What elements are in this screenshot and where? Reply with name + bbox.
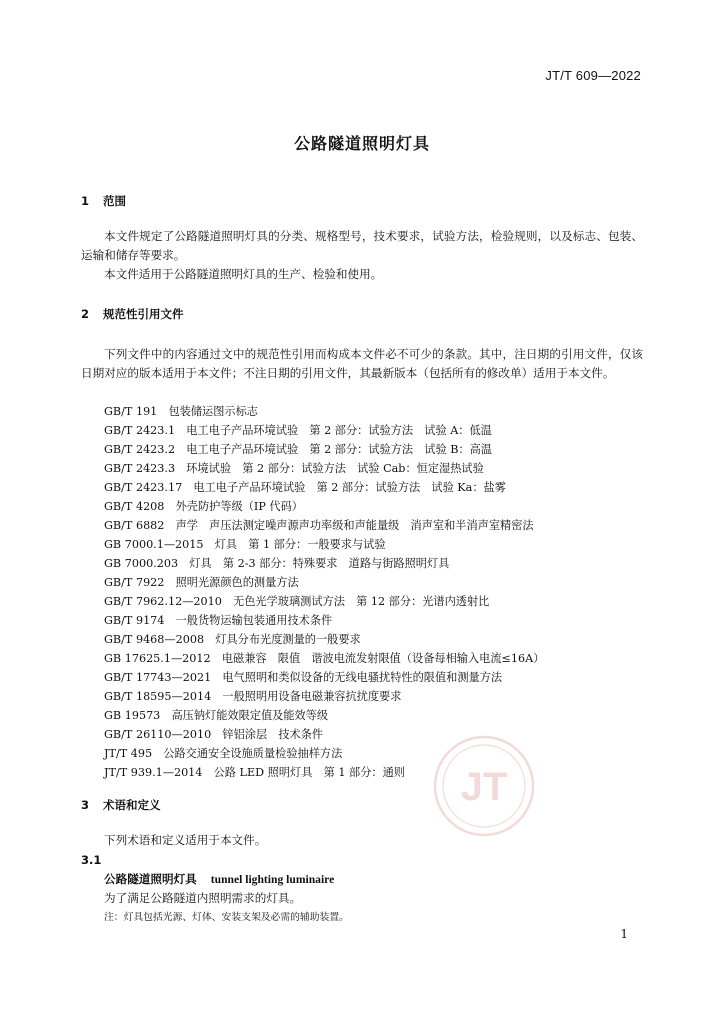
term-definition: 为了满足公路隧道内照明需求的灯具。 <box>104 891 302 905</box>
term-title <box>104 871 334 887</box>
reference-item: GB/T 9174 一般货物运输包装通用技术条件 <box>104 614 333 627</box>
reference-item: JT/T 495 公路交通安全设施质量检验抽样方法 <box>104 747 343 760</box>
reference-item: GB/T 191 包装储运图示标志 <box>104 405 258 418</box>
scope-paragraph-1: 本文件规定了公路隧道照明灯具的分类、规格型号，技术要求，试验方法，检验规则，以及标志、包装、运输和储存等要求。 <box>81 229 643 262</box>
standard-code: JT/T 609—2022 <box>545 68 641 83</box>
term-name-en: tunnel lighting luminaire <box>210 873 335 886</box>
reference-item: GB/T 7962.12—2010 无色光学玻璃测试方法 第 12 部分：光谱内透射比 <box>104 595 490 608</box>
term-name-cn: 公路隧道照明灯具 <box>104 872 197 886</box>
reference-item: GB/T 9468—2008 灯具分布光度测量的一般要求 <box>104 633 361 646</box>
section-title: 规范性引用文件 <box>103 307 184 321</box>
term-note: 注：灯具包括光源、灯体、安装支架及必需的辅助装置。 <box>104 912 349 923</box>
reference-item: JT/T 939.1—2014 公路 LED 照明灯具 第 1 部分：通则 <box>104 766 405 779</box>
terms-intro: 下列术语和定义适用于本文件。 <box>104 833 267 847</box>
term-number: 3.1 <box>81 853 102 867</box>
reference-item: GB 19573 高压钠灯能效限定值及能效等级 <box>104 709 329 722</box>
reference-item: GB/T 2423.3 环境试验 第 2 部分：试验方法 试验 Cab：恒定湿热试验 <box>104 462 484 475</box>
reference-item: GB/T 2423.1 电工电子产品环境试验 第 2 部分：试验方法 试验 A：低温 <box>104 424 492 437</box>
reference-item: GB/T 4208 外壳防护等级（IP 代码） <box>104 500 303 513</box>
scope-paragraph-2: 本文件适用于公路隧道照明灯具的生产、检验和使用。 <box>104 267 383 281</box>
seal-text: JT <box>460 765 508 809</box>
reference-item: GB/T 2423.17 电工电子产品环境试验 第 2 部分：试验方法 试验 Ka：盐雾 <box>104 481 506 494</box>
reference-item: GB 17625.1—2012 电磁兼容 限值 谐波电流发射限值（设备每相输入电流≤16A） <box>104 652 545 665</box>
reference-list <box>104 402 544 782</box>
section-3-heading <box>81 797 161 813</box>
reference-item: GB/T 6882 声学 声压法测定噪声源声功率级和声能量级 消声室和半消声室精密法 <box>104 519 534 532</box>
reference-item: GB 7000.1—2015 灯具 第 1 部分：一般要求与试验 <box>104 538 386 551</box>
reference-item: GB 7000.203 灯具 第 2-3 部分：特殊要求 道路与街路照明灯具 <box>104 557 450 570</box>
section-number: 3 <box>81 798 90 812</box>
page-number: 1 <box>620 927 628 941</box>
reference-item: GB/T 18595—2014 一般照明用设备电磁兼容抗扰度要求 <box>104 690 402 703</box>
reference-item: GB/T 26110—2010 锌铝涂层 技术条件 <box>104 728 324 741</box>
section-title: 范围 <box>103 194 126 208</box>
reference-item: GB/T 2423.2 电工电子产品环境试验 第 2 部分：试验方法 试验 B：高温 <box>104 443 492 456</box>
section-title: 术语和定义 <box>103 798 161 812</box>
normative-intro: 下列文件中的内容通过文中的规范性引用而构成本文件必不可少的条款。其中，注日期的引用文件，仅该日期对应的版本适用于本文件；不注日期的引用文件，其最新版本（包括所有的修改单）适用于本文件。 <box>81 347 643 380</box>
section-2-heading <box>81 306 184 322</box>
jt-seal-watermark <box>432 734 536 838</box>
reference-item: GB/T 7922 照明光源颜色的测量方法 <box>104 576 299 589</box>
reference-item: GB/T 17743—2021 电气照明和类似设备的无线电骚扰特性的限值和测量方法 <box>104 671 503 684</box>
section-number: 1 <box>81 194 90 208</box>
section-1-heading <box>81 193 126 209</box>
document-title: 公路隧道照明灯具 <box>293 134 430 153</box>
section-number: 2 <box>81 307 90 321</box>
